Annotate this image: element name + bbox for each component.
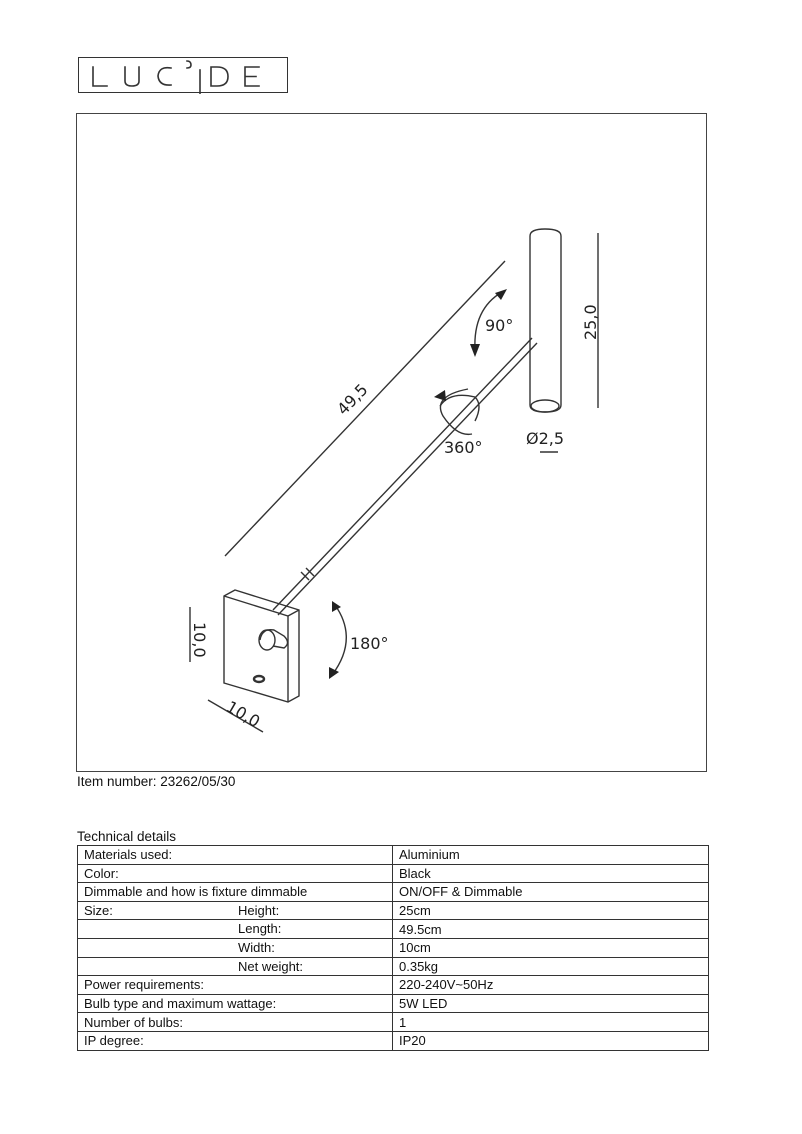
row-value: ON/OFF & Dimmable	[393, 883, 709, 902]
row-label: Materials used:	[78, 846, 393, 865]
row-sublabel: Height:	[238, 902, 280, 918]
row-label: Dimmable and how is fixture dimmable	[78, 883, 393, 902]
lamp-arm	[273, 338, 537, 615]
swing-arrow-icon	[332, 605, 346, 675]
row-value: IP20	[393, 1031, 709, 1050]
lamp-drawing	[77, 114, 708, 773]
table-row	[78, 976, 709, 995]
row-sublabel: Net weight:	[238, 958, 304, 974]
row-sublabel: Length:	[238, 921, 282, 937]
row-label-cell	[78, 938, 393, 957]
table-row	[78, 994, 709, 1013]
technical-drawing	[76, 113, 707, 772]
swing-label: 180°	[350, 634, 389, 653]
row-value: Black	[393, 864, 709, 883]
table-row	[78, 957, 709, 976]
row-value: 49.5cm	[393, 920, 709, 939]
row-label-cell	[78, 920, 393, 939]
brand-logo	[78, 57, 288, 93]
row-value: Aluminium	[393, 846, 709, 865]
lucide-logo-mark	[79, 58, 289, 94]
row-label-cell	[78, 901, 393, 920]
row-label: Number of bulbs:	[78, 1013, 393, 1032]
row-value: 25cm	[393, 901, 709, 920]
row-label: Size:	[84, 903, 113, 919]
table-row	[78, 883, 709, 902]
length-dimension-line	[225, 261, 505, 556]
row-value: 1	[393, 1013, 709, 1032]
row-label: Color:	[78, 864, 393, 883]
base-height-label: 10,0	[190, 622, 209, 658]
table-row	[78, 938, 709, 957]
row-value: 10cm	[393, 938, 709, 957]
row-sublabel: Width:	[238, 939, 275, 955]
table-row	[78, 846, 709, 865]
table-row	[78, 1031, 709, 1050]
spin-label: 360°	[444, 438, 483, 457]
table-row	[78, 1013, 709, 1032]
row-label: Power requirements:	[78, 976, 393, 995]
length-label: 49,5	[333, 379, 372, 419]
table-row	[78, 901, 709, 920]
wall-base	[224, 590, 299, 702]
item-number: Item number: 23262/05/30	[77, 774, 236, 789]
row-label: IP degree:	[78, 1031, 393, 1050]
row-value: 220-240V~50Hz	[393, 976, 709, 995]
row-label-cell	[78, 957, 393, 976]
table-row	[78, 920, 709, 939]
technical-details-title: Technical details	[77, 829, 177, 844]
table-row	[78, 864, 709, 883]
diameter-label: Ø2,5	[526, 429, 565, 448]
tilt-label: 90°	[485, 316, 514, 335]
lamp-tube	[530, 229, 561, 412]
row-value: 5W LED	[393, 994, 709, 1013]
base-width-label: 10,0	[223, 697, 264, 732]
technical-details-table	[77, 845, 709, 1051]
height-label: 25,0	[581, 304, 600, 340]
row-label: Bulb type and maximum wattage:	[78, 994, 393, 1013]
row-value: 0.35kg	[393, 957, 709, 976]
